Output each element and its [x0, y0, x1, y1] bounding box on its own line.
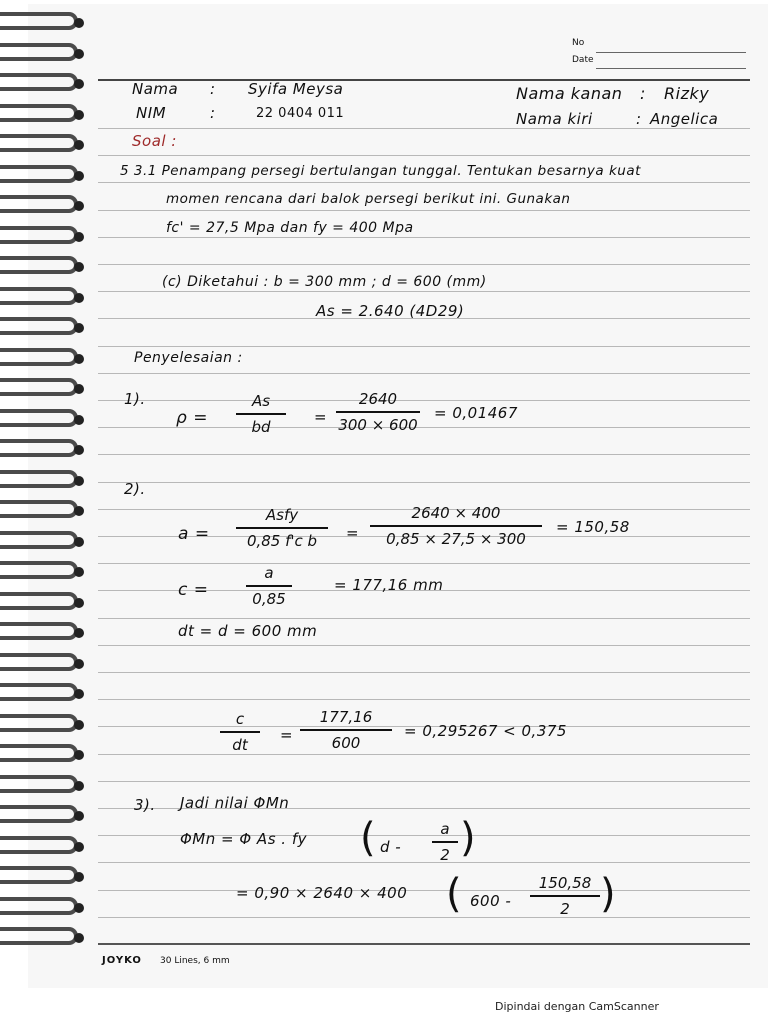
right-name-label: Nama kanan — [516, 84, 623, 103]
right-name-colon: : — [640, 84, 646, 103]
spiral-ring — [0, 134, 78, 152]
phimn-line-2-inner: 600 - — [470, 892, 512, 910]
ruled-line — [98, 563, 750, 564]
step1-result: = 0,01467 — [434, 404, 518, 422]
scanner-watermark: Dipindai dengan CamScanner — [495, 1000, 659, 1013]
spiral-ring — [0, 165, 78, 183]
spiral-binding — [0, 12, 86, 972]
step3-label: 3). — [134, 796, 156, 814]
phimn-line-1-paren-left: ( — [360, 815, 376, 861]
nim-value: 22 0404 011 — [256, 106, 345, 121]
ruled-line — [98, 237, 750, 238]
ruled-line — [98, 890, 750, 891]
spiral-ring — [0, 561, 78, 579]
spiral-ring — [0, 348, 78, 366]
problem-line-2: momen rencana dari balok persegi berikut ini. Gunakan — [166, 191, 571, 207]
phimn-line-1-paren-right: ) — [460, 815, 476, 861]
ruled-line — [98, 482, 750, 483]
c-result: = 177,16 mm — [334, 576, 444, 594]
given-line-2: As = 2.640 (4D29) — [316, 302, 465, 320]
step1-f1-den: bd — [251, 417, 271, 436]
spiral-ring — [0, 317, 78, 335]
ratio-den: dt — [232, 735, 248, 754]
phimn-line-2-fraction — [530, 874, 600, 918]
date-line — [596, 68, 746, 69]
phimn-line-2-paren-right: ) — [600, 871, 616, 917]
a-f1-den: 0,85 f'c b — [246, 531, 318, 550]
c-f-den: 0,85 — [252, 589, 286, 608]
phimn-line-1-fraction — [432, 820, 458, 864]
ruled-line — [98, 781, 750, 782]
spiral-ring — [0, 104, 78, 122]
a-fraction-1 — [236, 506, 328, 550]
spiral-ring — [0, 256, 78, 274]
no-line — [596, 52, 746, 53]
ruled-line — [98, 672, 750, 673]
spiral-ring — [0, 470, 78, 488]
nim-colon: : — [210, 104, 216, 122]
dt-line: dt = d = 600 mm — [178, 622, 318, 640]
phimn-line-1-lhs: ΦMn = Φ As . fy — [180, 830, 307, 848]
ruled-line — [98, 128, 750, 129]
ratio-num: c — [235, 710, 245, 728]
problem-line-3: fc' = 27,5 Mpa dan fy = 400 Mpa — [166, 220, 414, 236]
spiral-ring — [0, 775, 78, 793]
spiral-ring — [0, 287, 78, 305]
ruled-line — [98, 182, 750, 183]
ruled-line — [98, 291, 750, 292]
spiral-ring — [0, 653, 78, 671]
step1-f2-num: 2640 — [358, 390, 398, 408]
soal-label: Soal : — [132, 132, 177, 150]
ruled-line — [98, 754, 750, 755]
ruled-line — [98, 400, 750, 401]
date-label: Date — [572, 55, 594, 65]
given-line-1: (c) Diketahui : b = 300 mm ; d = 600 (mm) — [162, 274, 487, 290]
name-value: Syifa Meysa — [248, 80, 344, 98]
a-f2-num: 2640 × 400 — [411, 504, 501, 522]
c-lhs: c = — [178, 580, 209, 600]
step1-fraction-1 — [236, 392, 286, 436]
spiral-ring — [0, 531, 78, 549]
spiral-ring — [0, 378, 78, 396]
spiral-ring — [0, 622, 78, 640]
phimn-line-1-f-num: a — [440, 820, 450, 838]
step1-f1-num: As — [251, 392, 271, 410]
spiral-ring — [0, 866, 78, 884]
spiral-ring — [0, 43, 78, 61]
spiral-ring — [0, 927, 78, 945]
phimn-line-2-f-den: 2 — [560, 899, 570, 918]
phimn-line-2-f-num: 150,58 — [538, 874, 592, 892]
a-eq: = — [346, 524, 360, 542]
name-colon: : — [210, 80, 216, 98]
c-fraction — [246, 564, 292, 608]
ratio-f2-num: 177,16 — [319, 708, 373, 726]
spiral-ring — [0, 195, 78, 213]
phimn-line-1-inner: d - — [380, 838, 402, 856]
notebook-lines-info: 30 Lines, 6 mm — [160, 956, 230, 966]
a-fraction-2 — [370, 504, 542, 548]
name-label: Nama — [132, 80, 179, 98]
bottom-rule — [98, 943, 750, 945]
top-rule — [98, 79, 750, 81]
left-name-value: Angelica — [650, 110, 719, 128]
phimn-line-2-lhs: = 0,90 × 2640 × 400 — [236, 884, 408, 902]
left-name-colon: : — [636, 110, 642, 128]
ratio-result: = 0,295267 < 0,375 — [404, 722, 567, 740]
nim-label: NIM — [136, 104, 167, 122]
spiral-ring — [0, 592, 78, 610]
step3-title: Jadi nilai ΦMn — [180, 794, 290, 812]
spiral-ring — [0, 500, 78, 518]
ratio-eq: = — [280, 726, 294, 744]
spiral-ring — [0, 73, 78, 91]
spiral-ring — [0, 439, 78, 457]
spiral-ring — [0, 12, 78, 30]
spiral-ring — [0, 805, 78, 823]
step1-lhs: ρ = — [176, 408, 208, 428]
a-f1-num: Asfy — [265, 506, 299, 524]
spiral-ring — [0, 683, 78, 701]
notebook-brand: JOYKO — [102, 955, 142, 966]
ruled-line — [98, 645, 750, 646]
ruled-line — [98, 346, 750, 347]
phimn-line-2-paren-left: ( — [446, 871, 462, 917]
phimn-line-1-f-den: 2 — [440, 845, 450, 864]
ruled-line — [98, 373, 750, 374]
ratio-fraction-1 — [220, 710, 260, 754]
step1-fraction-2 — [336, 390, 420, 434]
ruled-line — [98, 264, 750, 265]
a-lhs: a = — [178, 524, 210, 544]
step1-label: 1). — [124, 390, 146, 408]
ruled-line — [98, 454, 750, 455]
ruled-line — [98, 210, 750, 211]
ruled-line — [98, 862, 750, 863]
spiral-ring — [0, 409, 78, 427]
c-f-num: a — [264, 564, 274, 582]
ruled-line — [98, 155, 750, 156]
spiral-ring — [0, 744, 78, 762]
step1-eq: = — [314, 408, 328, 426]
spiral-ring — [0, 714, 78, 732]
ruled-line — [98, 917, 750, 918]
ruled-line — [98, 699, 750, 700]
step1-f2-den: 300 × 600 — [338, 415, 418, 434]
problem-line-1: 5 3.1 Penampang persegi bertulangan tunggal. Tentukan besarnya kuat — [120, 163, 641, 179]
right-name-value: Rizky — [664, 84, 710, 103]
left-name-label: Nama kiri — [516, 110, 593, 128]
ratio-fraction-2 — [300, 708, 392, 752]
spiral-ring — [0, 836, 78, 854]
spiral-ring — [0, 897, 78, 915]
solution-label: Penyelesaian : — [134, 350, 243, 366]
no-label: No — [572, 38, 585, 48]
ratio-f2-den: 600 — [331, 733, 361, 752]
spiral-ring — [0, 226, 78, 244]
ruled-line — [98, 618, 750, 619]
step2-label: 2). — [124, 480, 146, 498]
a-f2-den: 0,85 × 27,5 × 300 — [386, 529, 526, 548]
a-result: = 150,58 — [556, 518, 630, 536]
